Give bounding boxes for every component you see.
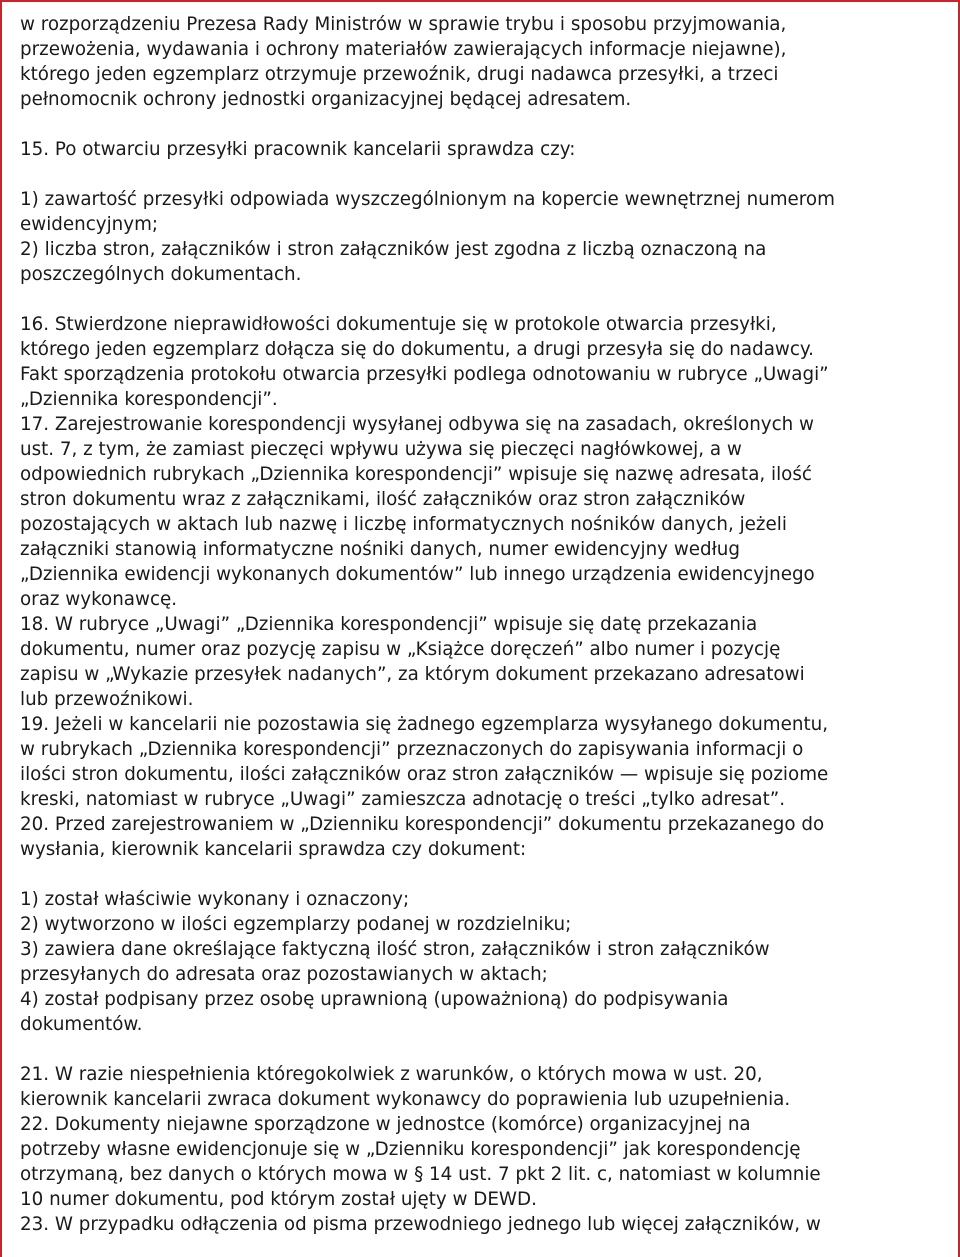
text-line: 4) został podpisany przez osobę uprawnioną (upoważnioną) do podpisywania: [20, 989, 729, 1010]
text-line: „Dziennika ewidencji wykonanych dokumentów” lub innego urządzenia ewidencyjnego: [20, 564, 815, 585]
text-line: przesyłanych do adresata oraz pozostawianych w aktach;: [20, 964, 548, 985]
text-line: w rubrykach „Dziennika korespondencji” przeznaczonych do zapisywania informacji o: [20, 739, 804, 760]
text-line: ewidencyjnym;: [20, 214, 159, 235]
blank-line: [20, 287, 938, 312]
text-line: dokumentów.: [20, 1014, 143, 1035]
text-line: przewożenia, wydawania i ochrony materiałów zawierających informacje niejawne),: [20, 39, 787, 60]
text-line: odpowiednich rubrykach „Dziennika korespondencji” wpisuje się nazwę adresata, ilość: [20, 464, 812, 485]
blank-line: [20, 112, 938, 137]
text-line: 2) wytworzono w ilości egzemplarzy podanej w rozdzielniku;: [20, 914, 572, 935]
text-line: 2) liczba stron, załączników i stron załączników jest zgodna z liczbą oznaczoną na: [20, 239, 767, 260]
text-line: ilości stron dokumentu, ilości załączników oraz stron załączników — wpisuje się poziome: [20, 764, 829, 785]
text-line: ust. 7, z tym, że zamiast pieczęci wpływu używa się pieczęci nagłówkowej, a w: [20, 439, 742, 460]
text-line: lub przewoźnikowi.: [20, 689, 194, 710]
text-line: kreski, natomiast w rubryce „Uwagi” zamieszcza adnotację o treści „tylko adresat”.: [20, 789, 786, 810]
text-line: otrzymaną, bez danych o których mowa w § 14 ust. 7 pkt 2 lit. c, natomiast w kolumnie: [20, 1164, 821, 1185]
text-line: 19. Jeżeli w kancelarii nie pozostawia się żadnego egzemplarza wysyłanego dokumentu,: [20, 714, 829, 735]
blank-line: [20, 1037, 938, 1062]
blank-line: [20, 862, 938, 887]
text-line: pełnomocnik ochrony jednostki organizacyjnej będącej adresatem.: [20, 89, 632, 110]
text-line: Fakt sporządzenia protokołu otwarcia przesyłki podlega odnotowaniu w rubryce „Uwagi”: [20, 364, 829, 385]
text-line: 23. W przypadku odłączenia od pisma przewodniego jednego lub więcej załączników, w: [20, 1214, 821, 1235]
text-line: 1) został właściwie wykonany i oznaczony;: [20, 889, 410, 910]
text-line: w rozporządzeniu Prezesa Rady Ministrów w sprawie trybu i sposobu przyjmowania,: [20, 14, 787, 35]
text-line: kierownik kancelarii zwraca dokument wykonawcy do poprawienia lub uzupełnienia.: [20, 1089, 791, 1110]
text-line: 16. Stwierdzone nieprawidłowości dokumentuje się w protokole otwarcia przesyłki,: [20, 314, 777, 335]
blank-line: [20, 162, 938, 187]
text-line: 22. Dokumenty niejawne sporządzone w jednostce (komórce) organizacyjnej na: [20, 1114, 751, 1135]
text-line: 1) zawartość przesyłki odpowiada wyszczególnionym na kopercie wewnętrznej numerom: [20, 189, 835, 210]
text-line: 10 numer dokumentu, pod którym został ujęty w DEWD.: [20, 1189, 537, 1210]
text-line: zapisu w „Wykazie przesyłek nadanych”, za którym dokument przekazano adresatowi: [20, 664, 805, 685]
document-body: [20, 12, 938, 1237]
text-line: 21. W razie niespełnienia któregokolwiek z warunków, o których mowa w ust. 20,: [20, 1064, 763, 1085]
text-line: pozostających w aktach lub nazwę i liczbę informatycznych nośników danych, jeżeli: [20, 514, 787, 535]
text-line: załączniki stanowią informatyczne nośniki danych, numer ewidencyjny według: [20, 539, 741, 560]
text-line: którego jeden egzemplarz dołącza się do dokumentu, a drugi przesyła się do nadawcy.: [20, 339, 814, 360]
text-line: „Dziennika korespondencji”.: [20, 389, 278, 410]
text-line: 15. Po otwarciu przesyłki pracownik kancelarii sprawdza czy:: [20, 139, 576, 160]
text-line: 17. Zarejestrowanie korespondencji wysyłanej odbywa się na zasadach, określonych w: [20, 414, 815, 435]
text-line: 20. Przed zarejestrowaniem w „Dzienniku korespondencji” dokumentu przekazanego do: [20, 814, 825, 835]
text-line: poszczególnych dokumentach.: [20, 264, 302, 285]
text-line: stron dokumentu wraz z załącznikami, ilość załączników oraz stron załączników: [20, 489, 746, 510]
text-line: dokumentu, numer oraz pozycję zapisu w „Książce doręczeń” albo numer i pozycję: [20, 639, 781, 660]
text-line: 18. W rubryce „Uwagi” „Dziennika korespondencji” wpisuje się datę przekazania: [20, 614, 758, 635]
text-line: oraz wykonawcę.: [20, 589, 178, 610]
text-line: potrzeby własne ewidencjonuje się w „Dzienniku korespondencji” jak korespondencję: [20, 1139, 801, 1160]
text-line: 3) zawiera dane określające faktyczną ilość stron, załączników i stron załączników: [20, 939, 770, 960]
text-line: którego jeden egzemplarz otrzymuje przewoźnik, drugi nadawca przesyłki, a trzeci: [20, 64, 779, 85]
text-line: wysłania, kierownik kancelarii sprawdza czy dokument:: [20, 839, 527, 860]
